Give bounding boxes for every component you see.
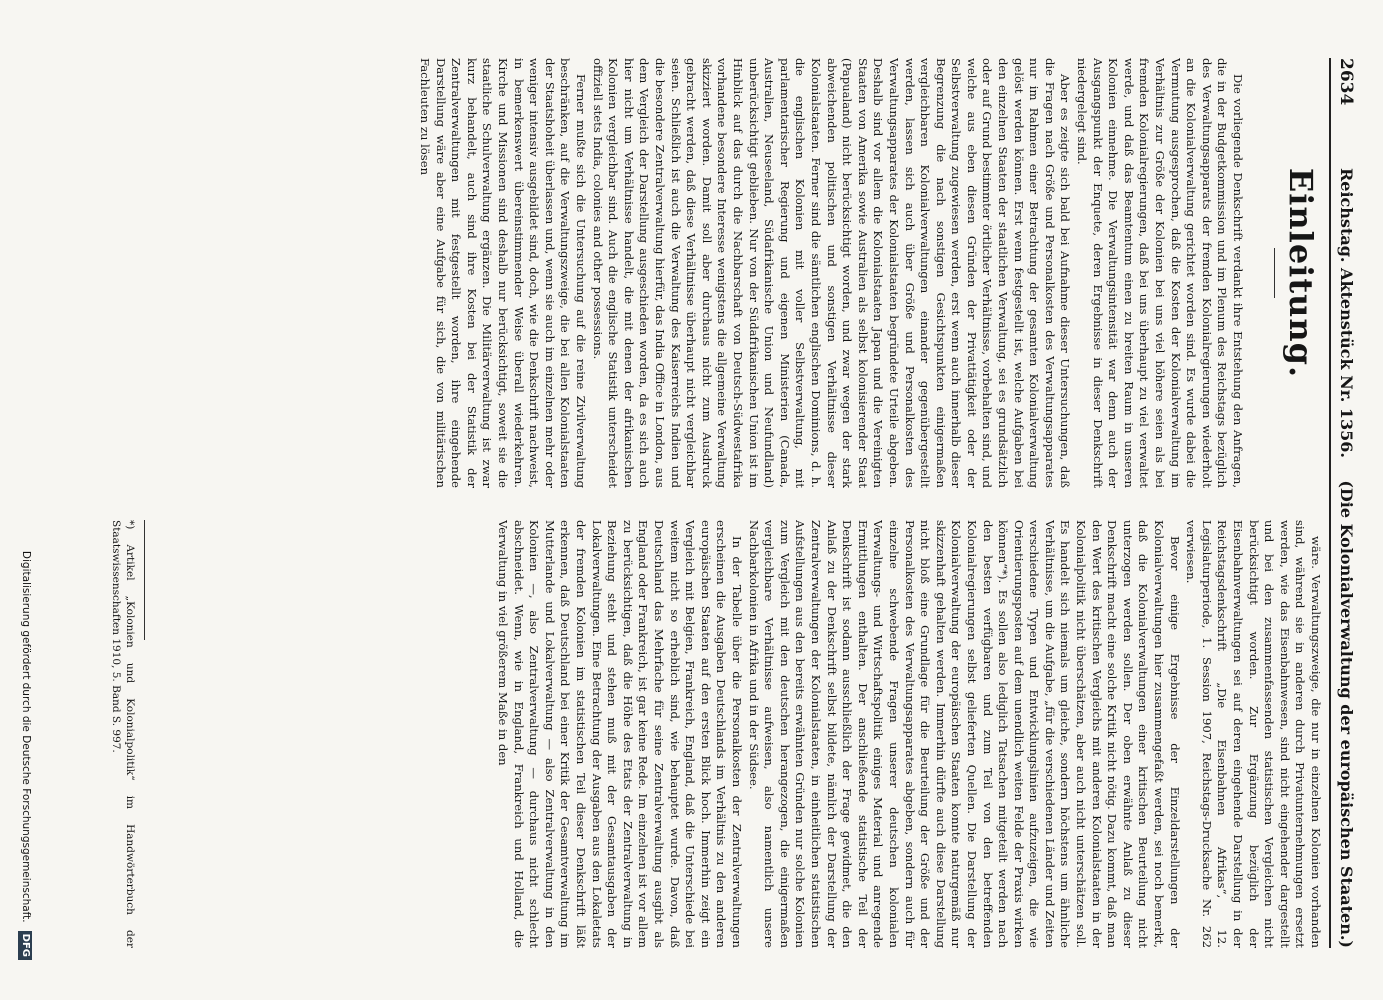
digitization-credit xyxy=(18,0,33,1000)
footnote-divider xyxy=(144,520,145,640)
page-header xyxy=(1329,58,1361,948)
paragraph: Aber es zeigte sich bald bei Aufnahme dieser Untersuchungen, daß die Fragen nach Größe und Personalkosten des Verwaltungsapparates nur im Rahmen einer Betrachtung der gesamten Kolonialverwaltung gelöst werden können. Erst wenn festgestellt ist, welche Aufgaben bei den einzelnen Staaten der staatlichen Verwaltung, sei es grundsätzlich oder auf Grund bestimmter örtlicher Verhältnisse, vorbehalten sind, und welche aus eben diesen Gründen der Privattätigkeit oder der Selbstverwaltung zugewiesen werden, erst wenn auch innerhalb dieser Begrenzung die nach sonstigen Gesichtspunkten einigermaßen vergleichbaren Kolonialverwaltungen einander gegenübergestellt werden, lassen sich auch über Größe und Personalkosten des Verwaltungsapparates der Kolonialstaaten begründete Urteile abgeben. Deshalb sind vor allem die Kolonialstaaten Japan und die Vereinigten Staaten von Amerika sowie Australien als selbst kolonisierender Staat (Papualand) nicht berücksichtigt worden, und zwar wegen der stark abweichenden politischen und sonstigen Verhältnisse dieser Kolonialstaaten. Ferner sind die sämtlichen englischen Dominions, d. h. die englischen Kolonien mit voller Selbstverwaltung, mit parlamentarischer Regierung und eigenen Ministerien (Canada, Australien, Neuseeland, Südafrikanische Union und Neufundland) unberücksichtigt geblieben. Nur von der Südafrikanischen Union ist im Hinblick auf das durch die Nachbarschaft von Deutsch-Südwestafrika vorhandene besondere Interesse wenigstens die allgemeine Verwaltung skizziert worden. Damit soll aber durchaus nicht zum Ausdruck gebracht werden, daß diese Verhältnisse überhaupt nicht vergleichbar seien. Schließlich ist auch die Verwaltung des Kaiserreichs Indien und die besondere Zentralverwaltung hierfür, das India Office in London, aus dem Vergleich der Darstellung ausgeschieden worden, da es sich auch hier nicht um Verhältnisse handelt, die mit denen der afrikanischen Kolonien vergleichbar sind. Auch die englische Statistik unterscheidet offiziell stets India, colonies and other possessions. xyxy=(590,58,1073,488)
left-column xyxy=(0,58,1245,488)
header-document-number: Reichstag. Aktenstück Nr. 1356. xyxy=(1337,168,1356,458)
section-heading xyxy=(1274,58,1321,488)
paragraph: Die vorliegende Denkschrift verdankt ihre Entstehung den Anfragen, die in der Budgetkommission und im Plenum des Reichstags bezüglich des Verwaltungsapparats der fremden Kolonialregierungen wiederholt an die Kolonialverwaltung gerichtet worden sind. Es wurde dabei die Vermutung ausgesprochen, daß die Kosten der Kolonialverwaltung im Verhältnis zur Größe der Kolonien bei uns viel höhere seien als bei fremden Kolonialregierungen, daß bei uns überhaupt zu viel verwaltet werde, und daß das Beamtentum einen zu breiten Raum in unseren Kolonien einnehme. Die Verwaltungsintensität war denn auch der Ausgangspunkt der Enquete, deren Ergebnisse in dieser Denkschrift niedergelegt sind. xyxy=(1075,58,1245,488)
section-title: Einleitung. xyxy=(1282,167,1320,379)
paragraph: Bevor einige Ergebnisse der Einzeldarstellungen der Kolonialverwaltungen hier zusammengefaßt werden, sei noch bemerkt, daß die Kolonialverwaltungen einer kritischen Beurteilung nicht unterzogen werden sollen. Der oben erwähnte Anlaß zu dieser Denkschrift macht eine solche Kritik nicht nötig. Dazu kommt, daß man den Wert des kritischen Vergleichs mit anderen Kolonialstaaten in der Kolonialpolitik nicht überschätzen, aber auch nicht unterschätzen soll. Es handelt sich niemals um gleiche, sondern höchstens um ähnliche Verhältnisse, um die Aufgabe, „für die verschiedenen Länder und Zeiten verschiedene Typen und Entwicklungslinien aufzuzeigen, die wie Orientierungsposten auf dem unendlich weiten Felde der Praxis wirken können“*). Es sollen also lediglich Tatsachen mitgeteilt werden nach den besten verfügbaren und zum Teil von den betreffenden Kolonialregierungen selbst gelieferten Quellen. Die Darstellung der Kolonialverwaltung der europäischen Staaten konnte naturgemäß nur skizzenhaft gehalten werden. Immerhin dürfte auch diese Darstellung nicht bloß eine Grundlage für die Beurteilung der Größe und der Personalkosten des Verwaltungsapparates abgeben, sondern auch für einzelne schwebende Fragen unserer deutschen kolonialen Verwaltungs- und Wirtschaftspolitik einiges Material und anregende Ermittlungen enthalten. Der anschließende statistische Teil der Denkschrift ist sodann ausschließlich der Frage gewidmet, die den Anlaß zu der Denkschrift selbst bildete, nämlich der Darstellung der Zentralverwaltungen der Kolonialstaaten, in einheitlichen statistischen Aufstellungen aus den bereits erwähnten Gründen nur solche Kolonien zum Vergleich mit den deutschen herangezogen, die einigermaßen vergleichbare Verhältnisse aufweisen, also namentlich unsere Nachbarkolonien in Afrika und in der Südsee. xyxy=(746,520,1182,948)
paragraph: Ferner mußte sich die Untersuchung auf die reine Zivilverwaltung beschränken, auf die Verwaltungszweige, die bei allen Kolonialstaaten der Staatshoheit überlassen und, wenn sie auch im einzelnen mehr oder weniger intensiv ausgebildet sind, doch, wie die Denkschrift nachweist, in bemerkenswert übereinstimmender Weise überall wiederkehren. Kirche und Missionen sind deshalb nur berücksichtigt, soweit sie die staatliche Schulverwaltung ergänzen. Die Militärverwaltung ist zwar kurz behandelt, auch sind ihre Kosten bei der Statistik der Zentralverwaltungen mit festgestellt worden, ihre eingehende Darstellung wäre aber eine Aufgabe für sich, die von militärischen Fachleuten zu lösen xyxy=(418,58,589,488)
paragraph: In der Tabelle über die Personalkosten der Zentralverwaltungen erscheinen die Ausgaben Deutschlands im Verhältnis zu den anderen europäischen Staaten auf den ersten Blick hoch. Immerhin zeigt ein Vergleich mit Belgien, Frankreich, England, daß die Unterschiede bei weitem nicht so erheblich sind, wie behauptet wurde. Davon, daß Deutschland das Mehrfache für seine Zentralverwaltung ausgibt als England oder Frankreich, ist gar keine Rede. Im einzelnen ist vor allem zu berücksichtigen, daß die Höhe des Etats der Zentralverwaltung in Beziehung steht und stehen muß mit der Gesamtausgaben der Lokalverwaltungen. Eine Betrachtung der Ausgaben aus den Lokaletats der fremden Kolonien im statistischen Teil dieser Denkschrift läßt erkennen, daß Deutschland bei einer Kritik der Gesamtverwaltung im Mutterlande und Lokalverwaltung — also Zentralverwaltung in den Kolonien —, also Zentralverwaltung — durchaus nicht schlecht abschneidet. Wenn, wie in England, Frankreich und Holland, die Verwaltung in viel größerem Maße in den xyxy=(496,520,745,948)
title-divider xyxy=(1274,248,1275,298)
paragraph: wäre. Verwaltungszweige, die nur in einzelnen Kolonien vorhanden sind, während sie in anderen durch Privatunternehmungen ersetzt werden, wie das Eisenbahnwesen, sind nicht eingehender dargestellt und bei den zusammenfassenden statistischen Vergleichen nicht berücksichtigt worden. Zur Ergänzung bezüglich der Eisenbahnverwaltungen sei auf deren eingehende Darstellung in der Reichstagsdenkschrift „Die Eisenbahnen Afrikas“, 12. Legislaturperiode, 1. Session 1907, Reichstags-Drucksache Nr. 262 verwiesen. xyxy=(1184,520,1323,948)
dfg-logo: DFG xyxy=(18,931,32,960)
footnote: *) Artikel „Kolonien und Kolonialpolitik“ im Handwörterbuch der Staatswissenschaften 1910, 5. Band S. 997. xyxy=(110,520,136,948)
header-subject: (Die Kolonialverwaltung der europäischen Staaten.) xyxy=(1337,480,1356,948)
page-number: 2634 xyxy=(1336,58,1356,106)
right-column xyxy=(148,520,1323,948)
digitization-text: Digitalisierung gefördert durch die Deutsche Forschungsgemeinschaft. xyxy=(20,550,32,923)
